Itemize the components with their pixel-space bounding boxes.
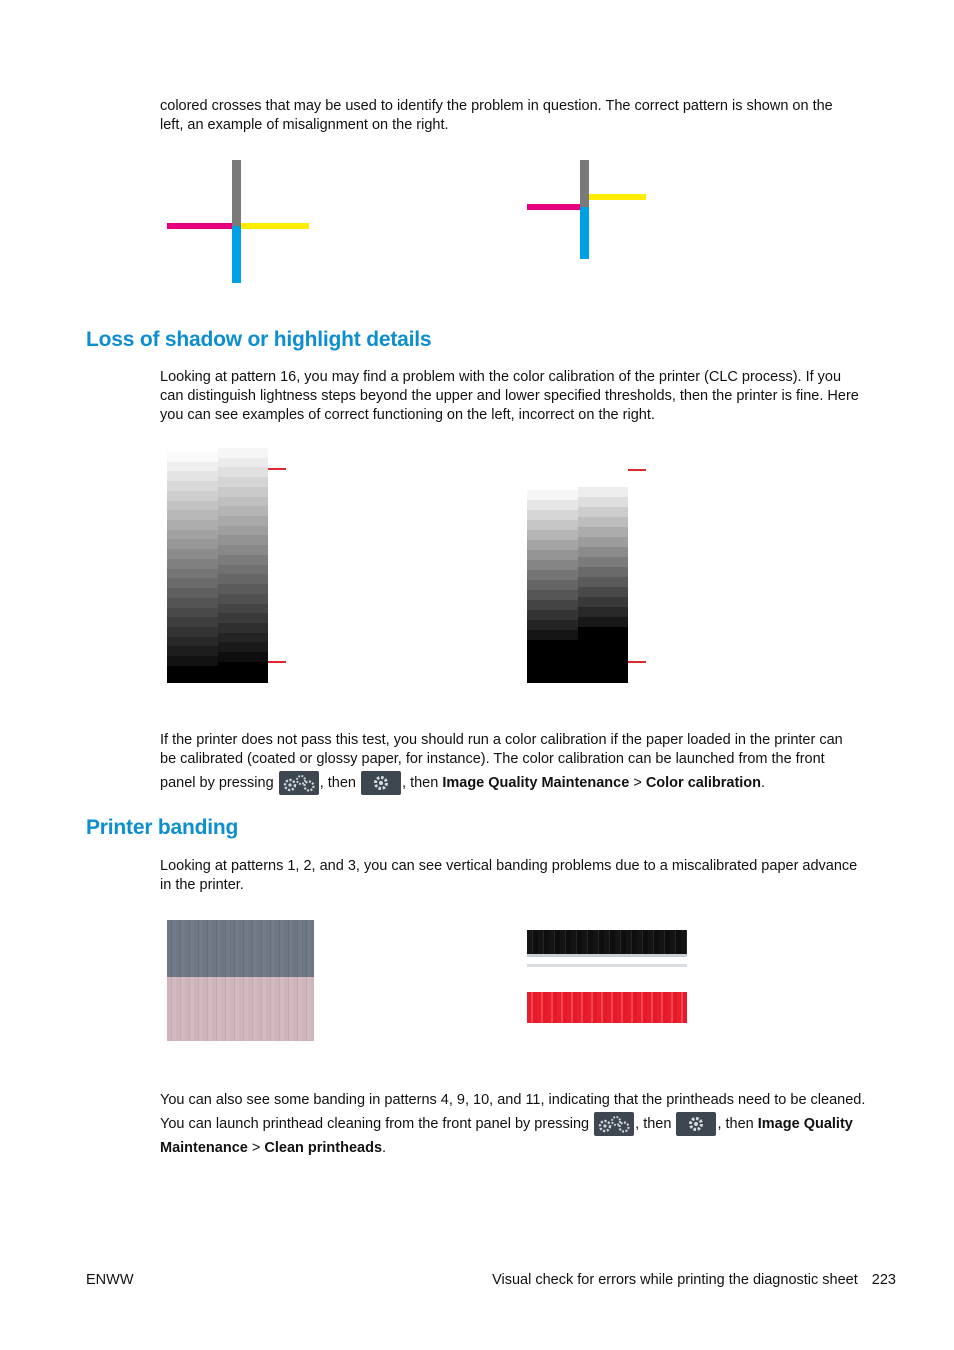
- gray-step: [218, 613, 268, 623]
- gray-step: [578, 597, 628, 607]
- gray-step: [218, 458, 268, 468]
- intro-line: left, an example of misalignment on the right.: [160, 117, 449, 133]
- gray-ramp-column: [578, 487, 628, 683]
- gray-step: [218, 594, 268, 604]
- gray-step: [218, 516, 268, 526]
- paragraph-line: Looking at pattern 16, you may find a problem with the color calibration of the printer (CLC process). If you: [160, 369, 842, 385]
- gear-icon: [361, 771, 401, 795]
- paragraph-line: [160, 1138, 885, 1158]
- gray-step: [167, 452, 218, 462]
- section-heading-banding: Printer banding: [86, 816, 239, 839]
- gray-step: [218, 623, 268, 633]
- text-fragment: panel by pressing: [160, 774, 274, 791]
- gray-step: [578, 517, 628, 527]
- gray-step: [218, 467, 268, 477]
- gray-step: [218, 555, 268, 565]
- paragraph-line: you can see examples of correct functioning on the left, incorrect on the right.: [160, 407, 655, 423]
- paragraph-line: Looking at patterns 1, 2, and 3, you can see vertical banding problems due to a miscalibrated paper advance: [160, 858, 858, 874]
- gray-step: [527, 610, 578, 620]
- gray-step: [218, 662, 268, 683]
- gray-step: [578, 507, 628, 517]
- gray-step: [167, 608, 218, 618]
- menu-item-maintenance: Maintenance: [160, 1140, 248, 1156]
- gray-step: [527, 630, 578, 640]
- cross-cyan-bar: [580, 207, 589, 259]
- gray-step: [527, 580, 578, 590]
- gray-step: [218, 604, 268, 614]
- text-fragment: , then: [635, 1115, 672, 1132]
- gray-step: [218, 526, 268, 536]
- gray-step: [578, 567, 628, 577]
- gray-step: [167, 530, 218, 540]
- lower-threshold-marker: [268, 661, 286, 663]
- gray-step: [167, 588, 218, 598]
- gray-step: [578, 587, 628, 597]
- paragraph-line: [160, 1112, 885, 1136]
- gray-step: [578, 617, 628, 627]
- gray-step: [218, 565, 268, 575]
- gray-step: [167, 520, 218, 530]
- gray-step: [167, 462, 218, 472]
- text-fragment: , then: [717, 1115, 754, 1132]
- gray-step: [218, 545, 268, 555]
- gray-step: [167, 617, 218, 627]
- menu-item-image-quality: Image Quality: [757, 1115, 853, 1132]
- gray-step: [218, 535, 268, 545]
- gray-step: [167, 569, 218, 579]
- cross-magenta-bar: [527, 204, 580, 210]
- gray-step: [167, 627, 218, 637]
- gray-step: [167, 559, 218, 569]
- upper-threshold-marker: [628, 469, 646, 471]
- gray-step: [218, 477, 268, 487]
- paragraph-line: in the printer.: [160, 877, 244, 893]
- gray-step: [167, 481, 218, 491]
- cross-magenta-bar: [167, 223, 232, 229]
- gray-step: [167, 598, 218, 608]
- calibration-paragraph: [160, 731, 885, 795]
- gray-step: [527, 540, 578, 550]
- gray-step: [578, 527, 628, 537]
- gray-step: [167, 510, 218, 520]
- gray-step: [167, 637, 218, 647]
- gray-step: [527, 530, 578, 540]
- gray-step: [167, 549, 218, 559]
- cleaning-paragraph: [160, 1090, 885, 1158]
- paragraph-line: If the printer does not pass this test, you should run a color calibration if the paper loaded in the printer can: [160, 732, 843, 748]
- text-fragment: >: [251, 1140, 261, 1156]
- gray-step: [167, 491, 218, 501]
- gray-step: [578, 487, 628, 497]
- gray-step: [218, 652, 268, 662]
- banding-paragraph: [160, 857, 885, 895]
- gray-step: [218, 497, 268, 507]
- gray-step: [527, 520, 578, 530]
- text-fragment: .: [761, 774, 766, 791]
- banding-sample-gray-pink: [167, 920, 314, 1041]
- paragraph-line: [160, 771, 885, 795]
- menu-item-clean-printheads: Clean printheads: [264, 1140, 383, 1156]
- cross-yellow-bar: [589, 194, 646, 200]
- cross-yellow-bar: [241, 223, 309, 229]
- gray-step: [218, 584, 268, 594]
- gray-step: [218, 448, 268, 458]
- gray-step: [578, 547, 628, 557]
- gray-step: [527, 560, 578, 570]
- paragraph-line: be calibrated (coated or glossy paper, for instance). The color calibration can be launched from the front: [160, 751, 825, 767]
- menu-item-image-quality-maintenance: Image Quality Maintenance: [442, 774, 630, 791]
- gray-step: [167, 578, 218, 588]
- text-fragment: , then: [402, 774, 439, 791]
- text-fragment: , then: [319, 774, 356, 791]
- paragraph-line: You can also see some banding in patterns 4, 9, 10, and 11, indicating that the printheads need to be cleaned.: [160, 1092, 866, 1108]
- gray-step: [527, 500, 578, 510]
- upper-threshold-marker: [268, 468, 286, 470]
- banding-sample-black-red: [527, 920, 687, 1041]
- gray-step: [218, 506, 268, 516]
- footer-right: [492, 1272, 896, 1288]
- gray-ramp-column: [218, 448, 268, 683]
- page-number: 223: [871, 1272, 896, 1288]
- gray-step: [527, 640, 578, 683]
- gray-ramp-column: [167, 452, 218, 683]
- shadow-paragraph: [160, 368, 885, 425]
- cross-gray-bar: [232, 160, 241, 226]
- gray-step: [527, 550, 578, 560]
- gray-step: [578, 577, 628, 587]
- gray-step: [167, 471, 218, 481]
- lower-threshold-marker: [628, 661, 646, 663]
- gray-step: [218, 487, 268, 497]
- gray-step: [527, 510, 578, 520]
- intro-line: colored crosses that may be used to identify the problem in question. The correct pattern is shown on the: [160, 98, 833, 114]
- gray-step: [578, 607, 628, 617]
- gray-step: [578, 557, 628, 567]
- settings-cluster-icon: [279, 771, 319, 795]
- cross-cyan-bar: [232, 226, 241, 283]
- gray-step: [527, 620, 578, 630]
- settings-cluster-icon: [594, 1112, 634, 1136]
- gear-icon: [676, 1112, 716, 1136]
- section-heading-shadow: Loss of shadow or highlight details: [86, 328, 432, 351]
- gray-step: [527, 570, 578, 580]
- gray-step: [578, 627, 628, 683]
- gray-step: [527, 600, 578, 610]
- paragraph-line: can distinguish lightness steps beyond the upper and lower specified thresholds, then the printer is fine. Here: [160, 388, 859, 404]
- text-fragment: You can launch printhead cleaning from the front panel by pressing: [160, 1115, 590, 1132]
- gray-step: [167, 656, 218, 666]
- footer-title: Visual check for errors while printing the diagnostic sheet: [492, 1272, 858, 1288]
- gray-step: [578, 537, 628, 547]
- gray-step: [167, 666, 218, 683]
- gray-step: [527, 590, 578, 600]
- gray-ramp-column: [527, 490, 578, 683]
- text-fragment: >: [633, 774, 642, 791]
- gray-step: [218, 574, 268, 584]
- gray-step: [167, 646, 218, 656]
- intro-paragraph: [160, 97, 885, 135]
- gray-step: [527, 490, 578, 500]
- gray-step: [167, 539, 218, 549]
- footer-left: ENWW: [86, 1272, 134, 1288]
- text-fragment: .: [382, 1140, 387, 1156]
- gray-step: [218, 633, 268, 643]
- gray-step: [578, 497, 628, 507]
- cross-gray-bar: [580, 160, 589, 207]
- menu-item-color-calibration: Color calibration: [645, 774, 762, 791]
- gray-step: [167, 501, 218, 511]
- gray-step: [218, 642, 268, 652]
